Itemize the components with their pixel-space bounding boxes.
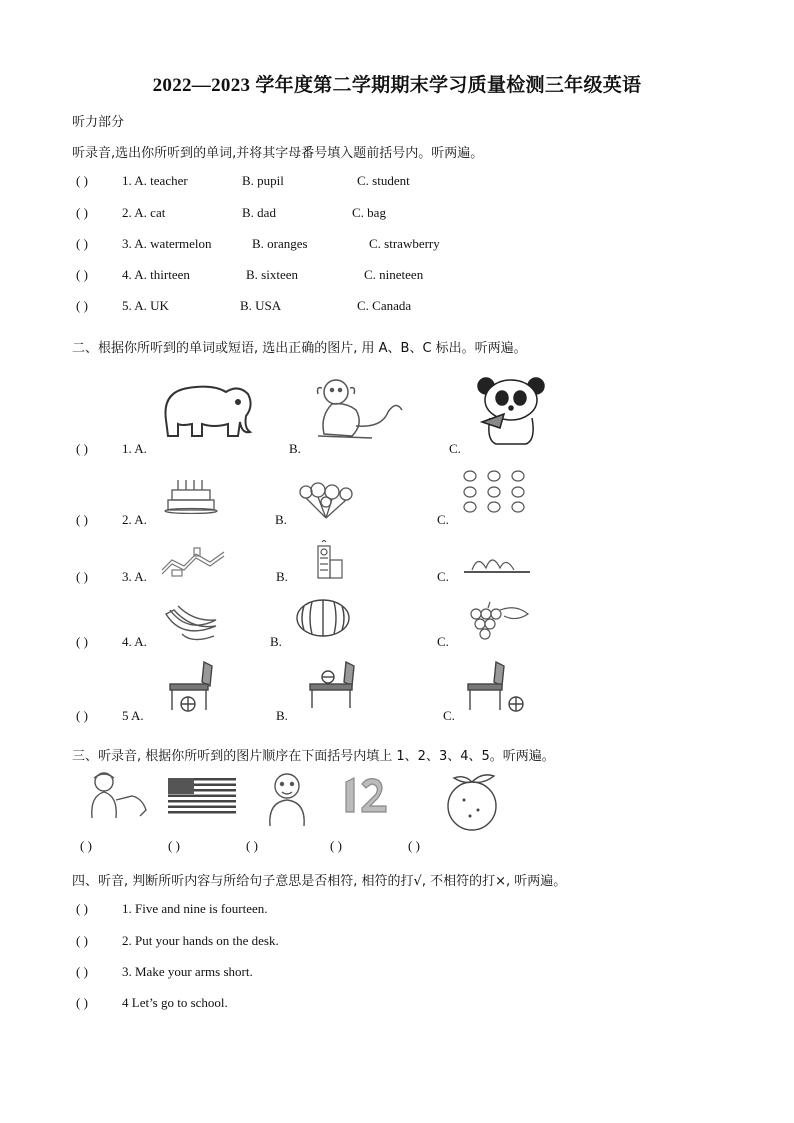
- answer-bracket[interactable]: ( ): [76, 708, 88, 723]
- option-a: 3. A. watermelon: [122, 236, 212, 251]
- option-c-label: C.: [437, 512, 449, 527]
- option-c-label: C.: [437, 634, 449, 649]
- answer-bracket[interactable]: ( ): [76, 995, 88, 1010]
- opera-house-picture[interactable]: [462, 550, 532, 576]
- monkey-picture[interactable]: [312, 376, 406, 442]
- answer-bracket[interactable]: ( ): [330, 838, 342, 853]
- option-c-label: C.: [443, 708, 455, 723]
- part2-instruction: 二、根据你所听到的单词或短语, 选出正确的图片, 用 A、B、C 标出。听两遍。: [72, 341, 527, 356]
- ball-beside-chair-picture[interactable]: [466, 660, 528, 716]
- grapes-picture[interactable]: [460, 600, 532, 646]
- option-c: C. student: [357, 173, 410, 188]
- sentence: 2. Put your hands on the desk.: [122, 933, 279, 948]
- option-b-label: B.: [275, 512, 287, 527]
- part3-instruction: 三、听录音, 根据你所听到的图片顺序在下面括号内填上 1、2、3、4、5。听两遍。: [72, 749, 555, 764]
- page-title: 2022—2023 学年度第二学期期末学习质量检测三年级英语: [152, 75, 642, 96]
- answer-bracket[interactable]: ( ): [76, 236, 88, 251]
- answer-bracket[interactable]: ( ): [76, 205, 88, 220]
- answer-bracket[interactable]: ( ): [76, 901, 88, 916]
- option-c: C. Canada: [357, 298, 412, 313]
- listening-part-heading: 听力部分: [72, 115, 125, 130]
- answer-bracket[interactable]: ( ): [76, 267, 88, 282]
- number-12-picture[interactable]: [340, 774, 392, 818]
- option-c-label: C.: [449, 441, 461, 456]
- answer-bracket[interactable]: ( ): [76, 964, 88, 979]
- option-b-label: B.: [289, 441, 301, 456]
- panda-picture[interactable]: [474, 376, 550, 446]
- option-a-label: 4. A.: [122, 634, 147, 649]
- birds-picture[interactable]: [460, 466, 532, 514]
- sentence: 1. Five and nine is fourteen.: [122, 901, 268, 916]
- option-a: 4. A. thirteen: [122, 267, 190, 282]
- answer-bracket[interactable]: ( ): [168, 838, 180, 853]
- option-c: C. strawberry: [369, 236, 440, 251]
- grandpa-picture[interactable]: [262, 770, 312, 828]
- option-b: B. sixteen: [246, 267, 298, 282]
- balloons-picture[interactable]: [296, 482, 360, 522]
- option-a: 5. A. UK: [122, 298, 169, 313]
- orange-picture[interactable]: [434, 770, 510, 832]
- answer-bracket[interactable]: ( ): [76, 298, 88, 313]
- answer-bracket[interactable]: ( ): [246, 838, 258, 853]
- option-b-label: B.: [276, 569, 288, 584]
- answer-bracket[interactable]: ( ): [76, 441, 88, 456]
- great-wall-picture[interactable]: [160, 540, 226, 580]
- bananas-picture[interactable]: [162, 604, 220, 644]
- option-a-label: 2. A.: [122, 512, 147, 527]
- answer-bracket[interactable]: ( ): [76, 569, 88, 584]
- option-b: B. oranges: [252, 236, 308, 251]
- ball-on-chair-picture[interactable]: [306, 660, 360, 716]
- option-b-label: B.: [276, 708, 288, 723]
- answer-bracket[interactable]: ( ): [76, 512, 88, 527]
- big-ben-picture[interactable]: [306, 540, 346, 580]
- answer-bracket[interactable]: ( ): [76, 933, 88, 948]
- option-a: 1. A. teacher: [122, 173, 188, 188]
- option-b: B. dad: [242, 205, 276, 220]
- option-a: 2. A. cat: [122, 205, 166, 220]
- sentence: 4 Let’s go to school.: [122, 995, 228, 1010]
- sentence: 3. Make your arms short.: [122, 964, 253, 979]
- option-b: B. pupil: [242, 173, 284, 188]
- option-b: B. USA: [240, 298, 282, 313]
- usa-flag-picture[interactable]: [168, 778, 236, 814]
- answer-bracket[interactable]: ( ): [80, 838, 92, 853]
- option-c: C. nineteen: [364, 267, 424, 282]
- option-c: C. bag: [352, 205, 386, 220]
- elephant-picture[interactable]: [158, 380, 256, 440]
- answer-bracket[interactable]: ( ): [76, 173, 88, 188]
- grandma-picture[interactable]: [80, 770, 150, 820]
- answer-bracket[interactable]: ( ): [76, 634, 88, 649]
- option-a-label: 3. A.: [122, 569, 147, 584]
- part1-instruction: 听录音,选出你所听到的单词,并将其字母番号填入题前括号内。听两遍。: [72, 146, 484, 161]
- option-a-label: 1. A.: [122, 441, 147, 456]
- answer-bracket[interactable]: ( ): [408, 838, 420, 853]
- option-a-label: 5 A.: [122, 708, 144, 723]
- birthday-cake-picture[interactable]: [164, 478, 218, 514]
- option-b-label: B.: [270, 634, 282, 649]
- option-c-label: C.: [437, 569, 449, 584]
- watermelon-picture[interactable]: [294, 598, 352, 638]
- ball-under-chair-picture[interactable]: [164, 660, 218, 716]
- part4-instruction: 四、听音, 判断所听内容与所给句子意思是否相符, 相符的打√, 不相符的打×, 听两遍。: [72, 874, 567, 889]
